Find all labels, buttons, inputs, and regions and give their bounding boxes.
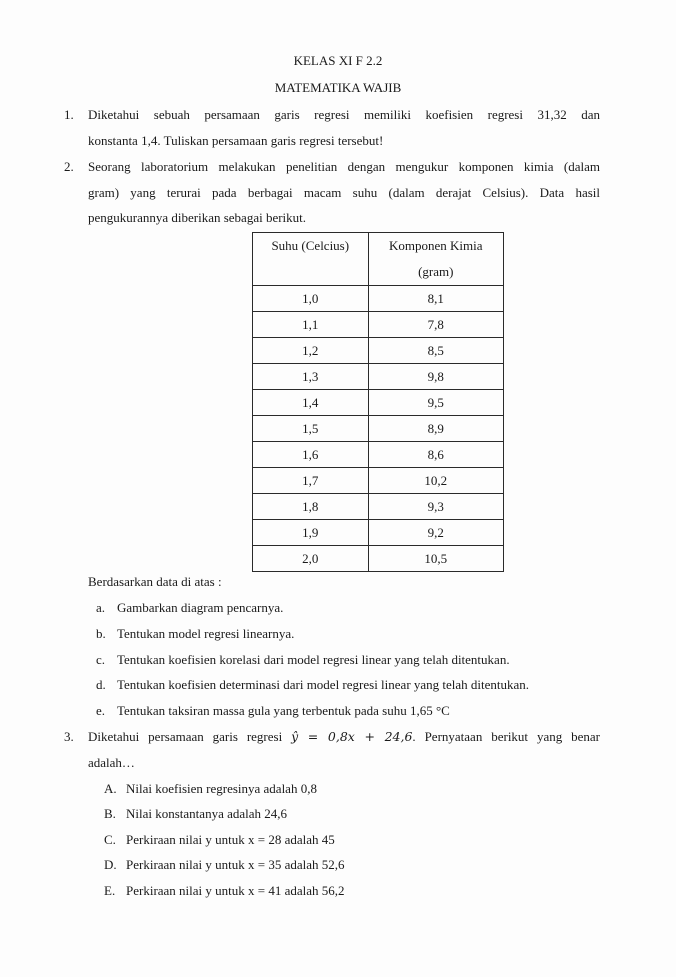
table-cell-komponen: 8,9 xyxy=(368,416,503,442)
table-cell-komponen: 9,2 xyxy=(368,520,503,546)
sub-question-text: Tentukan model regresi linearnya. xyxy=(117,626,295,641)
table-row xyxy=(253,390,504,416)
table-cell-komponen: 10,5 xyxy=(368,546,503,572)
table-row xyxy=(253,286,504,312)
sub-question-text: Tentukan koefisien determinasi dari model regresi linear yang telah ditentukan. xyxy=(117,677,530,692)
question-2-line-1: Seorang laboratorium melakukan penelitian dengan mengukur komponen kimia (dalam xyxy=(88,159,600,174)
table-header-row xyxy=(253,233,504,286)
sub-question-label: d. xyxy=(96,677,106,692)
option-label: E. xyxy=(104,883,116,898)
question-3-line-1: Diketahui persamaan garis regresi ŷ = 0,8x + 24,6. Pernyataan berikut yang benar xyxy=(88,729,600,744)
table-row xyxy=(253,364,504,390)
table-header-komponen: Komponen Kimia (gram) xyxy=(368,233,503,286)
sub-question-label: e. xyxy=(96,703,106,718)
table-row xyxy=(253,312,504,338)
option-label: D. xyxy=(104,857,117,872)
table-row xyxy=(253,338,504,364)
table-cell-komponen: 8,5 xyxy=(368,338,503,364)
sub-question-label: a. xyxy=(96,600,106,615)
option-label: B. xyxy=(104,806,116,821)
data-table xyxy=(252,232,504,572)
option-text: Nilai konstantanya adalah 24,6 xyxy=(126,806,288,821)
table-row xyxy=(253,416,504,442)
table-row xyxy=(253,546,504,572)
sub-question-text: Tentukan koefisien korelasi dari model regresi linear yang telah ditentukan. xyxy=(117,652,510,667)
table-cell-suhu: 1,3 xyxy=(253,364,369,390)
table-cell-komponen: 9,8 xyxy=(368,364,503,390)
subject-title: MATEMATIKA WAJIB xyxy=(274,80,402,95)
question-2-line-2: gram) yang terurai pada berbagai macam suhu (dalam derajat Celsius). Data hasil xyxy=(88,185,600,200)
table-cell-suhu: 1,4 xyxy=(253,390,369,416)
table-cell-komponen: 9,3 xyxy=(368,494,503,520)
question-3-line-2: adalah… xyxy=(88,755,135,770)
table-cell-suhu: 1,7 xyxy=(253,468,369,494)
table-cell-komponen: 10,2 xyxy=(368,468,503,494)
table-row xyxy=(253,520,504,546)
sub-question-text: Gambarkan diagram pencarnya. xyxy=(117,600,284,615)
table-cell-suhu: 1,0 xyxy=(253,286,369,312)
question-1-number: 1. xyxy=(64,107,74,122)
question-3-number: 3. xyxy=(64,729,74,744)
sub-question-label: c. xyxy=(96,652,106,667)
table-cell-komponen: 9,5 xyxy=(368,390,503,416)
table-cell-komponen: 8,6 xyxy=(368,442,503,468)
question-1-line-2: konstanta 1,4. Tuliskan persamaan garis regresi tersebut! xyxy=(88,133,384,148)
option-label: A. xyxy=(104,781,117,796)
table-cell-komponen: 7,8 xyxy=(368,312,503,338)
class-title: KELAS XI F 2.2 xyxy=(293,53,383,68)
sub-question-text: Tentukan taksiran massa gula yang terbentuk pada suhu 1,65 °C xyxy=(117,703,450,718)
table-cell-komponen: 8,1 xyxy=(368,286,503,312)
table-row xyxy=(253,442,504,468)
option-text: Nilai koefisien regresinya adalah 0,8 xyxy=(126,781,317,796)
table-cell-suhu: 1,6 xyxy=(253,442,369,468)
option-text: Perkiraan nilai y untuk x = 28 adalah 45 xyxy=(126,832,335,847)
option-label: C. xyxy=(104,832,116,847)
sub-question-label: b. xyxy=(96,626,106,641)
question-2-intro: Berdasarkan data di atas : xyxy=(88,574,222,589)
regression-equation: ŷ = 0,8x + 24,6 xyxy=(291,729,413,744)
table-cell-suhu: 1,2 xyxy=(253,338,369,364)
table-cell-suhu: 1,5 xyxy=(253,416,369,442)
option-text: Perkiraan nilai y untuk x = 41 adalah 56,2 xyxy=(126,883,345,898)
table-cell-suhu: 2,0 xyxy=(253,546,369,572)
option-text: Perkiraan nilai y untuk x = 35 adalah 52,6 xyxy=(126,857,345,872)
table-cell-suhu: 1,8 xyxy=(253,494,369,520)
table-row xyxy=(253,468,504,494)
table-cell-suhu: 1,1 xyxy=(253,312,369,338)
table-header-suhu: Suhu (Celcius) xyxy=(253,233,369,286)
question-1-line-1: Diketahui sebuah persamaan garis regresi memiliki koefisien regresi 31,32 dan xyxy=(88,107,600,122)
table-cell-suhu: 1,9 xyxy=(253,520,369,546)
question-2-line-3: pengukurannya diberikan sebagai berikut. xyxy=(88,210,307,225)
table-row xyxy=(253,494,504,520)
question-2-number: 2. xyxy=(64,159,74,174)
